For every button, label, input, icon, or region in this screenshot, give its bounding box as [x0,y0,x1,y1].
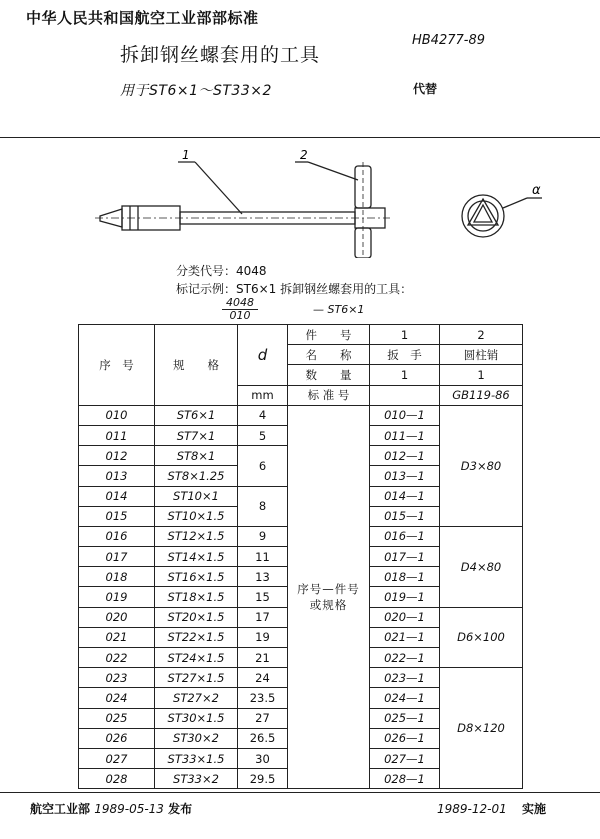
header-name-1: 扳 手 [370,345,440,365]
row-d: 19 [238,627,288,647]
row-d: 4 [238,405,288,425]
issuing-authority: 中华人民共和国航空工业部部标准 [26,9,259,27]
row-spec: ST30×1.5 [155,708,238,728]
row-spec: ST30×2 [155,728,238,748]
row-part-code: 011—1 [370,425,440,445]
row-spec: ST27×1.5 [155,668,238,688]
row-part-code: 020—1 [370,607,440,627]
row-d: 23.5 [238,688,288,708]
row-part-code: 014—1 [370,486,440,506]
row-seq: 018 [79,567,155,587]
row-d: 30 [238,748,288,768]
header-item-1: 1 [370,325,440,345]
header-qty-1: 1 [370,365,440,385]
row-spec: ST22×1.5 [155,627,238,647]
row-seq: 011 [79,425,155,445]
issue-label: 发布 [168,802,193,816]
callout-2-label: 2 [300,148,308,162]
row-spec: ST24×1.5 [155,648,238,668]
row-part-code: 025—1 [370,708,440,728]
alpha-leader [503,198,527,208]
row-part-code: 022—1 [370,648,440,668]
row-part-code: 027—1 [370,748,440,768]
row-spec: ST10×1 [155,486,238,506]
header-item-2: 2 [440,325,523,345]
row-d-merged: 8 [238,486,288,526]
row-spec: ST10×1.5 [155,506,238,526]
fraction-suffix: — ST6×1 [313,303,365,316]
row-spec: ST20×1.5 [155,607,238,627]
header-seq: 序 号 [79,325,155,406]
fraction-numerator: 4048 [222,297,258,310]
footer-issue [30,800,192,817]
row-d: 5 [238,425,288,445]
row-part-code: 023—1 [370,668,440,688]
header-qty-2: 1 [440,365,523,385]
row-seq: 017 [79,547,155,567]
row-seq: 024 [79,688,155,708]
row-seq: 012 [79,446,155,466]
header-rule [0,137,600,138]
classification-code: 分类代号：4048 [176,264,267,278]
row-seq: 015 [79,506,155,526]
header-spec: 规 格 [155,325,238,406]
pin-group-d3: D3×80 [440,405,523,526]
header-std: 标 准 号 [288,385,370,405]
pin-group-d6: D6×100 [440,607,523,668]
row-seq: 014 [79,486,155,506]
row-d: 27 [238,708,288,728]
row-seq: 025 [79,708,155,728]
row-part-code: 013—1 [370,466,440,486]
callout-1-leader [195,162,242,214]
row-part-code: 018—1 [370,567,440,587]
fraction-denominator: 010 [229,309,251,322]
merged-part-note [288,405,370,789]
standard-number: HB4277-89 [412,33,486,48]
row-part-code: 016—1 [370,526,440,546]
callout-2-leader [308,162,358,180]
marking-example: 标记示例：ST6×1 拆卸钢丝螺套用的工具： [176,282,413,296]
header-std-1 [370,385,440,405]
footer-effective [437,800,546,817]
row-seq: 020 [79,607,155,627]
row-part-code: 017—1 [370,547,440,567]
header-std-2: GB119-86 [440,385,523,405]
row-spec: ST18×1.5 [155,587,238,607]
row-seq: 016 [79,526,155,546]
row-d: 13 [238,567,288,587]
row-part-code: 026—1 [370,728,440,748]
row-part-code: 015—1 [370,506,440,526]
document-title: 拆卸钢丝螺套用的工具 [120,44,321,66]
row-d: 24 [238,668,288,688]
pin-group-d4: D4×80 [440,526,523,607]
row-seq: 013 [79,466,155,486]
pin-group-d8: D8×120 [440,668,523,789]
header-qty: 数 量 [288,365,370,385]
table-row [79,405,523,425]
row-seq: 019 [79,587,155,607]
row-d-merged: 6 [238,446,288,486]
replaces-label: 代替 [413,82,438,96]
row-spec: ST8×1 [155,446,238,466]
merged-note-line-2: 或规格 [309,598,348,613]
row-spec: ST7×1 [155,425,238,445]
row-spec: ST8×1.25 [155,466,238,486]
issue-date: 1989-05-13 [94,802,164,816]
row-d: 29.5 [238,769,288,789]
alpha-label: α [532,183,541,198]
row-d: 9 [238,526,288,546]
row-part-code: 010—1 [370,405,440,425]
row-spec: ST33×2 [155,769,238,789]
callout-1-label: 1 [182,148,190,162]
footer-rule [0,792,600,793]
marking-fraction [222,297,258,322]
row-d: 21 [238,648,288,668]
issuer: 航空工业部 [30,802,91,816]
document-subtitle: 用于ST6×1～ST33×2 [120,83,272,99]
row-part-code: 028—1 [370,769,440,789]
row-spec: ST33×1.5 [155,748,238,768]
spec-table [78,324,523,789]
row-seq: 023 [79,668,155,688]
row-spec: ST6×1 [155,405,238,425]
row-seq: 010 [79,405,155,425]
effective-label: 实施 [522,802,547,816]
row-spec: ST27×2 [155,688,238,708]
header-d: d [238,325,288,386]
row-seq: 021 [79,627,155,647]
row-seq: 027 [79,748,155,768]
tool-drawing [90,148,560,258]
row-d: 11 [238,547,288,567]
merged-note-line-1: 序号—件号 [297,582,360,597]
row-part-code: 024—1 [370,688,440,708]
row-seq: 022 [79,648,155,668]
header-item-no: 件 号 [288,325,370,345]
header-d-unit: mm [238,385,288,405]
row-seq: 028 [79,769,155,789]
row-part-code: 021—1 [370,627,440,647]
row-spec: ST16×1.5 [155,567,238,587]
row-d: 15 [238,587,288,607]
row-spec: ST14×1.5 [155,547,238,567]
row-d: 26.5 [238,728,288,748]
effective-date: 1989-12-01 [437,802,507,816]
header-name-2: 圆柱销 [440,345,523,365]
row-part-code: 012—1 [370,446,440,466]
end-view-triangle [468,199,498,225]
header-name: 名 称 [288,345,370,365]
row-seq: 026 [79,728,155,748]
row-part-code: 019—1 [370,587,440,607]
row-d: 17 [238,607,288,627]
row-spec: ST12×1.5 [155,526,238,546]
